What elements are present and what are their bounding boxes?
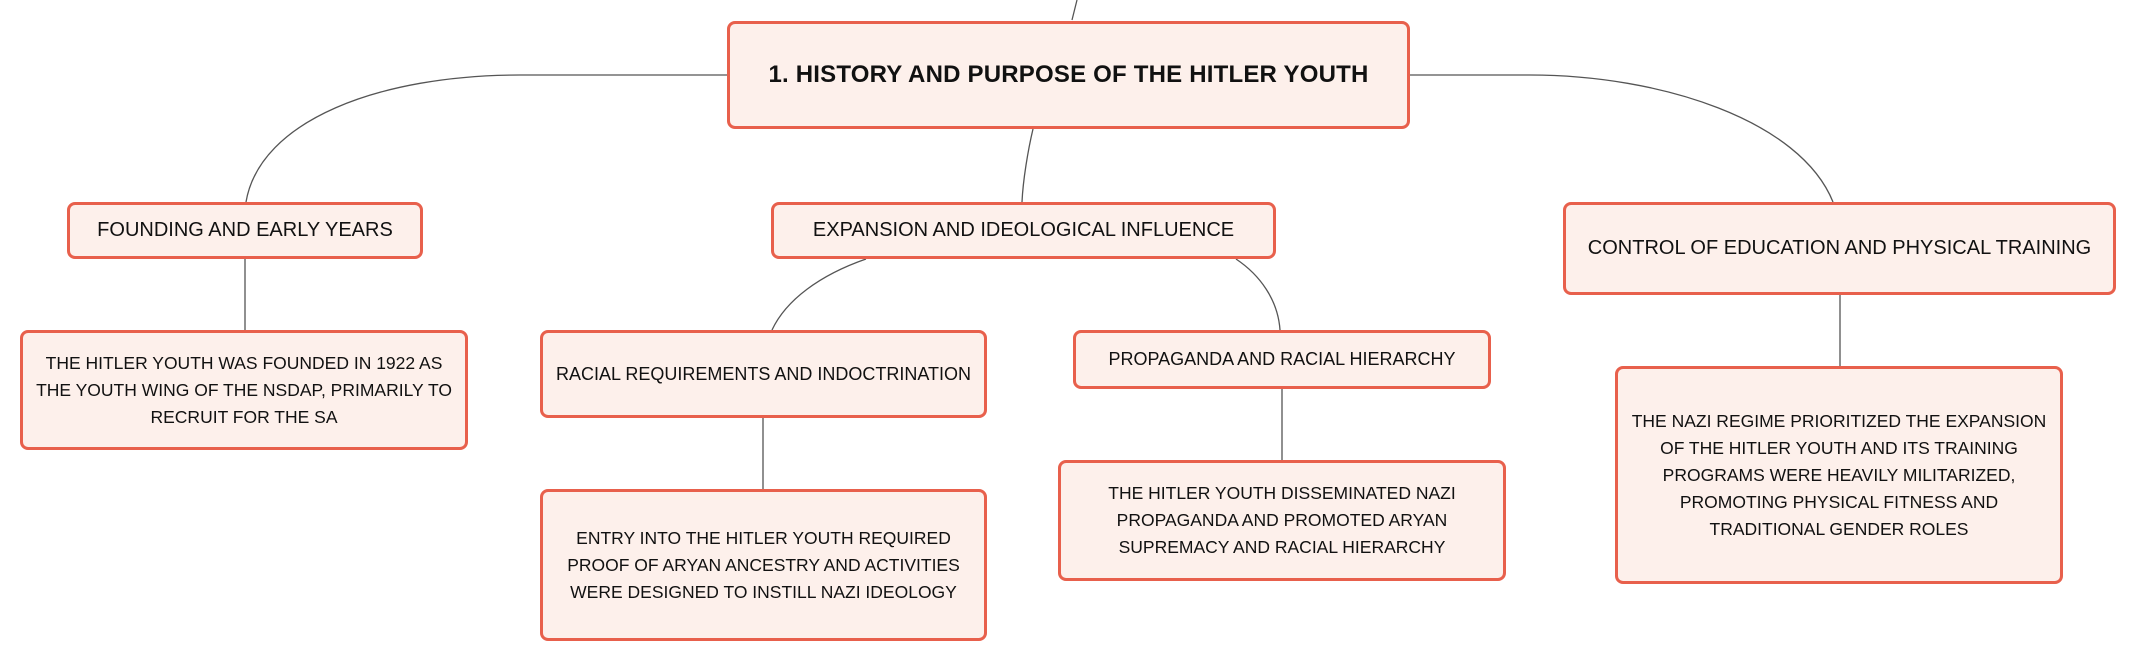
subtopic-label: PROPAGANDA AND RACIAL HIERARCHY [1108,349,1456,369]
detail-node-control[interactable] [1615,366,2063,584]
root-node[interactable] [727,21,1410,129]
detail-text: THE HITLER YOUTH DISSEMINATED NAZI PROPAGANDA AND PROMOTED ARYAN SUPREMACY AND RACIAL HIERARCHY [1108,483,1456,557]
detail-node-founding[interactable] [20,330,468,450]
detail-node-propaganda[interactable] [1058,460,1506,581]
topic-label: EXPANSION AND IDEOLOGICAL INFLUENCE [812,219,1235,241]
subtopic-label: RACIAL REQUIREMENTS AND INDOCTRINATION [555,363,972,384]
connector-root-expansion [1022,129,1033,202]
topic-label: CONTROL OF EDUCATION AND PHYSICAL TRAINING [1587,237,2092,259]
topic-node-founding[interactable] [67,202,423,259]
subtopic-node-racial-requirements[interactable] [540,330,987,418]
connector-expansion-propaganda [1236,259,1280,330]
detail-text: THE NAZI REGIME PRIORITIZED THE EXPANSION OF THE HITLER YOUTH AND ITS TRAINING PROGRAMS WERE HEAVILY MILITARIZED, PROMOTING PHYSICAL FITNESS AND TRADITIONAL GENDER ROLES [1631,410,2047,539]
detail-text: THE HITLER YOUTH WAS FOUNDED IN 1922 AS THE YOUTH WING OF THE NSDAP, PRIMARILY TO RECRUIT FOR THE SA [36,352,452,427]
subtopic-node-propaganda[interactable] [1073,330,1491,389]
topic-node-expansion[interactable] [771,202,1276,259]
topic-node-control[interactable] [1563,202,2116,295]
connector-root-control [1410,75,1833,202]
connector-root-founding [246,75,727,202]
topic-label: FOUNDING AND EARLY YEARS [97,219,393,241]
root-node-label: 1. HISTORY AND PURPOSE OF THE HITLER YOUTH [768,61,1369,88]
detail-node-racial-requirements[interactable] [540,489,987,641]
connector-incoming [1072,0,1077,20]
detail-text: ENTRY INTO THE HITLER YOUTH REQUIRED PROOF OF ARYAN ANCESTRY AND ACTIVITIES WERE DESIGNED TO INSTILL NAZI IDEOLOGY [567,527,960,602]
connector-expansion-racial [772,259,866,330]
